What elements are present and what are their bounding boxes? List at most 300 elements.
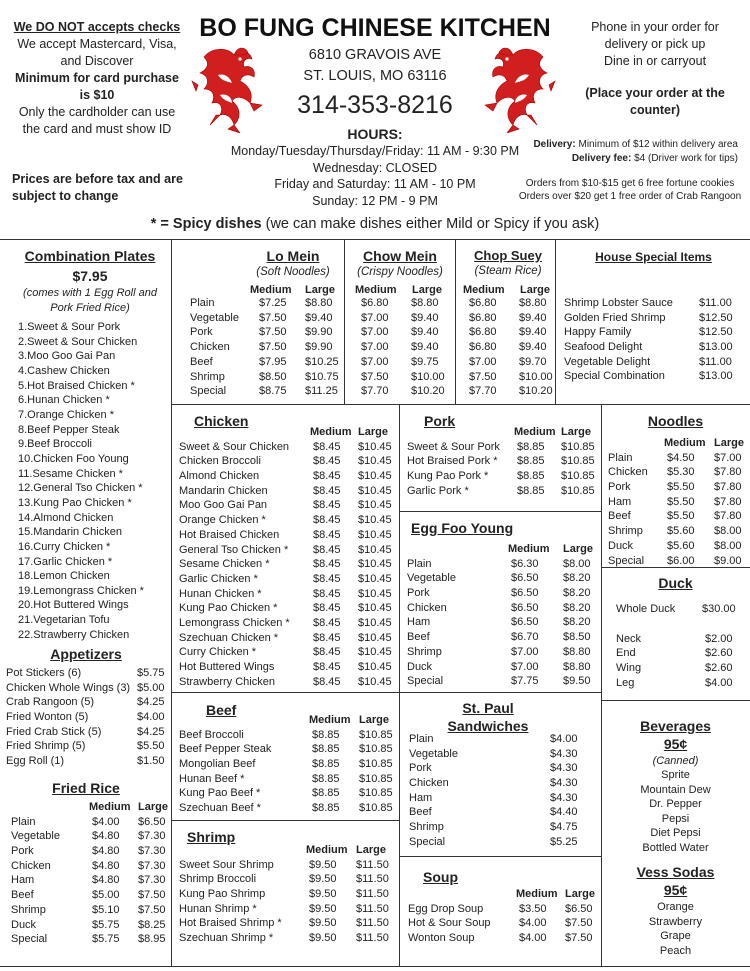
stpaul-row <box>409 792 589 807</box>
pork-large-price: $10.85 <box>561 470 595 483</box>
egg-foo-young-medium-price: $6.30 <box>511 557 539 570</box>
delivery-fee-text: $4 (Driver work for tips) <box>634 153 738 164</box>
combo-price: $7.95 <box>72 268 108 284</box>
fried-rice-name: Pork <box>11 845 34 858</box>
noodles-large-price: $7.80 <box>714 466 742 479</box>
soup-medium-price: $4.00 <box>519 917 547 930</box>
fried-rice-name: Plain <box>11 815 36 828</box>
fried-rice-large-price: $7.30 <box>138 830 166 843</box>
chow-mein-sub: (Crispy Noodles) <box>357 266 443 278</box>
egg-foo-young-large-price: $8.20 <box>563 572 591 585</box>
fried-rice-name: Duck <box>11 918 37 931</box>
noodles-title: Noodles <box>647 413 704 429</box>
chicken-medium-price: $8.45 <box>313 675 341 688</box>
egg-foo-young-large-price: $8.20 <box>563 587 591 600</box>
egg-foo-young-medium-price: $6.50 <box>511 572 539 585</box>
chop-suey-large-price: $10.20 <box>519 385 553 398</box>
fried-rice-row <box>11 845 171 860</box>
combo-item: 11.Sesame Chicken * <box>18 467 123 480</box>
beef-medium-price: $8.85 <box>312 787 340 800</box>
chicken-row <box>179 573 399 588</box>
combo-item: 20.Hot Buttered Wings <box>18 599 129 612</box>
chicken-large-price: $10.45 <box>358 646 392 659</box>
beef-large-price: $10.85 <box>359 772 393 785</box>
pork-name: Sweet & Sour Pork <box>407 440 500 453</box>
combo-item: 17.Garlic Chicken * <box>18 555 113 568</box>
appetizer-price: $4.25 <box>137 725 165 738</box>
chop-suey-large-price: $9.40 <box>519 311 547 324</box>
chicken-medium-price: $8.45 <box>313 499 341 512</box>
lo-mein-large-price: $10.75 <box>305 370 339 383</box>
beef-medium-price: $8.85 <box>312 802 340 815</box>
pork-medium-price: $8.85 <box>517 440 545 453</box>
house-special-row <box>564 312 744 327</box>
chicken-header-row <box>179 426 399 441</box>
beef-large-price: $10.85 <box>359 787 393 800</box>
chicken-large-price: $10.45 <box>358 543 392 556</box>
noodles-name: Chicken <box>608 466 648 479</box>
fried-rice-row <box>11 816 171 831</box>
egg-foo-young-row <box>407 602 602 617</box>
size-label: Large <box>305 284 335 296</box>
house-special-price: $13.00 <box>699 370 733 383</box>
noodles-large-price: $8.00 <box>714 539 742 552</box>
chicken-medium-price: $8.45 <box>313 616 341 629</box>
fried-rice-title: Fried Rice <box>52 780 120 796</box>
beverages-price: 95¢ <box>663 736 688 752</box>
house-special-name: Special Combination <box>564 370 665 383</box>
beef-name: Mongolian Beef <box>179 758 256 771</box>
appetizer-price: $1.50 <box>137 755 165 768</box>
shrimp-name: Szechuan Shrimp * <box>179 932 274 945</box>
hours-title: HOURS: <box>347 126 403 142</box>
chicken-name: Chicken Broccoli <box>179 455 261 468</box>
soup-medium-price: $3.50 <box>519 902 547 915</box>
soup-large-price: $7.50 <box>565 932 593 945</box>
size-label: Medium <box>355 284 397 296</box>
egg-foo-young-large-price: $8.00 <box>563 557 591 570</box>
large-label: Large <box>356 844 386 856</box>
lo-mein-sub: (Soft Noodles) <box>256 266 330 278</box>
egg-foo-young-medium-price: $6.50 <box>511 601 539 614</box>
stpaul-price: $4.30 <box>550 777 578 790</box>
noodles-name: Duck <box>608 539 634 552</box>
egg-foo-young-row <box>407 558 602 573</box>
combo-item: 21.Vegetarian Tofu <box>18 614 110 627</box>
chow-mein-medium-price: $7.00 <box>361 311 389 324</box>
appetizer-name: Fried Wonton (5) <box>6 711 89 724</box>
combo-item: 22.Strawberry Chicken <box>18 628 130 641</box>
pork-medium-price: $8.85 <box>517 455 545 468</box>
egg-foo-young-row <box>407 587 602 602</box>
chicken-medium-price: $8.45 <box>313 558 341 571</box>
chicken-medium-price: $8.45 <box>313 631 341 644</box>
house-special-name: Seafood Delight <box>564 341 643 354</box>
chicken-name: Hunan Chicken * <box>179 587 262 600</box>
appetizer-name: Crab Rangoon (5) <box>6 696 95 709</box>
beef-row <box>179 758 399 773</box>
house-special-name: Shrimp Lobster Sauce <box>564 297 673 309</box>
chicken-medium-price: $8.45 <box>313 587 341 600</box>
address-line-1: 6810 GRAVOIS AVE <box>308 47 442 63</box>
house-special-row <box>564 341 744 356</box>
egg-foo-young-row <box>407 572 602 587</box>
price-note-2: subject to change <box>12 189 119 203</box>
appetizer-name: Fried Shrimp (5) <box>6 740 86 753</box>
chicken-large-price: $10.45 <box>358 631 392 644</box>
house-special-name: Golden Fried Shrimp <box>564 311 666 324</box>
noodles-medium-price: $5.50 <box>667 510 695 523</box>
duck-row <box>616 662 746 677</box>
shrimp-large-price: $11.50 <box>356 932 389 945</box>
pork-name: Garlic Pork * <box>407 484 469 497</box>
size-label: Large <box>520 284 550 296</box>
combo-note-1: (comes with 1 Egg Roll and <box>23 287 157 299</box>
pork-row <box>407 470 602 485</box>
noodles-medium-price: $6.00 <box>667 554 695 567</box>
egg-foo-young-large-price: $8.80 <box>563 645 591 658</box>
shrimp-medium-price: $9.50 <box>309 932 337 945</box>
chicken-name: Lemongrass Chicken * <box>179 616 290 629</box>
stpaul-row <box>409 748 589 763</box>
fried-rice-medium-price: $5.10 <box>92 903 120 916</box>
duck-name: Whole Duck <box>616 603 676 615</box>
chicken-large-price: $10.45 <box>358 455 392 468</box>
beverages-list <box>601 768 750 856</box>
egg-foo-young-medium-price: $6.50 <box>511 616 539 629</box>
combo-item: 4.Cashew Chicken <box>18 364 110 377</box>
combo-item: 18.Lemon Chicken <box>18 570 110 583</box>
lo-mein-medium-price: $7.50 <box>259 311 287 324</box>
medium-label: Medium <box>306 844 348 856</box>
hours-list <box>225 143 525 209</box>
min-card-notice: Minimum for card purchase <box>15 71 179 85</box>
address-line-2: ST. LOUIS, MO 63116 <box>303 68 447 84</box>
chicken-large-price: $10.45 <box>358 675 392 688</box>
chicken-row <box>179 646 399 661</box>
noodle-dish-name: Shrimp <box>190 370 225 383</box>
chicken-large-price: $10.45 <box>358 440 392 453</box>
duck-list <box>616 603 746 691</box>
noodle-dish-name: Beef <box>190 355 213 368</box>
stpaul-row <box>409 836 589 851</box>
duck-price: $4.00 <box>705 676 733 689</box>
chow-mein-large-price: $10.00 <box>411 370 445 383</box>
soup-row <box>408 903 603 918</box>
beverages-title: Beverages <box>640 718 711 734</box>
soup-name: Hot & Sour Soup <box>408 917 491 930</box>
shrimp-name: Hunan Shrimp * <box>179 902 257 915</box>
dragon-left-icon <box>190 45 275 133</box>
fried-rice-medium-price: $5.75 <box>92 918 120 931</box>
phone-number[interactable]: 314-353-8216 <box>297 91 453 119</box>
soup-list <box>408 888 603 947</box>
chicken-row <box>179 588 399 603</box>
appetizer-name: Chicken Whole Wings (3) <box>6 681 131 694</box>
chicken-large-price: $10.45 <box>358 572 392 585</box>
chicken-large-price: $10.45 <box>358 499 392 512</box>
appetizer-row <box>6 755 166 770</box>
shrimp-row <box>179 932 399 947</box>
appetizer-price: $4.25 <box>137 696 165 709</box>
noodles-row <box>608 496 750 511</box>
beef-name: Szechuan Beef * <box>179 802 261 815</box>
appetizer-row <box>6 682 166 697</box>
soup-title: Soup <box>423 869 458 885</box>
spicy-legend <box>0 215 750 234</box>
chow-mein-large-price: $10.20 <box>411 385 445 398</box>
combo-item: 19.Lemongrass Chicken * <box>18 584 144 597</box>
fried-rice-large-price: $7.30 <box>138 874 166 887</box>
chicken-medium-price: $8.45 <box>313 528 341 541</box>
noodles-row <box>608 540 750 555</box>
large-label: Large <box>138 801 168 813</box>
vess-section <box>601 863 750 958</box>
chow-mein-header <box>346 248 454 280</box>
fried-rice-large-price: $7.30 <box>138 859 166 872</box>
chow-mein-medium-price: $7.00 <box>361 355 389 368</box>
soup-header-row <box>408 888 603 903</box>
noodle-dish-name: Pork <box>190 326 213 339</box>
chicken-name: Szechuan Chicken * <box>179 631 279 644</box>
beef-row <box>179 743 399 758</box>
chicken-name: Sweet & Sour Chicken <box>179 440 290 453</box>
egg-foo-young-name: Special <box>407 675 444 688</box>
beef-title: Beef <box>206 702 237 718</box>
shrimp-list <box>179 844 399 947</box>
egg-foo-young-name: Duck <box>407 660 433 673</box>
chow-mein-large-price: $9.40 <box>411 341 439 354</box>
soup-name: Wonton Soup <box>408 932 475 945</box>
noodle-dish-name: Chicken <box>190 341 230 354</box>
stpaul-row <box>409 777 589 792</box>
beef-header-row <box>179 714 399 729</box>
stpaul-price: $4.30 <box>550 791 578 804</box>
fried-rice-medium-price: $5.00 <box>92 889 120 902</box>
stpaul-row <box>409 762 589 777</box>
stpaul-name: Shrimp <box>409 821 444 834</box>
chicken-name: Curry Chicken * <box>179 646 257 659</box>
duck-row <box>616 633 746 648</box>
cards-accepted-2: and Discover <box>60 54 134 68</box>
house-special-row <box>564 356 744 371</box>
beef-medium-price: $8.85 <box>312 772 340 785</box>
fried-rice-medium-price: $4.80 <box>92 859 120 872</box>
order-info-3: Dine in or carryout <box>603 54 707 68</box>
combo-item: 16.Curry Chicken * <box>18 540 111 553</box>
appetizers-title: Appetizers <box>50 646 122 662</box>
divider <box>601 700 750 701</box>
vess-item: Strawberry <box>648 915 703 928</box>
combo-item: 7.Orange Chicken * <box>18 408 114 421</box>
beef-list <box>179 714 399 817</box>
spicy-legend-bold: * = Spicy dishes <box>150 216 262 232</box>
fried-rice-header-row <box>11 801 171 816</box>
address <box>275 45 475 87</box>
beef-medium-price: $8.85 <box>312 758 340 771</box>
divider <box>399 856 601 857</box>
medium-label: Medium <box>310 426 352 438</box>
noodle-dish-name: Special <box>190 385 227 398</box>
chicken-medium-price: $8.45 <box>313 455 341 468</box>
shrimp-medium-price: $9.50 <box>309 888 337 901</box>
appetizer-row <box>6 726 166 741</box>
beef-name: Beef Pepper Steak <box>179 743 272 756</box>
shrimp-medium-price: $9.50 <box>309 858 337 871</box>
stpaul-row <box>409 733 589 748</box>
delivery-label: Delivery: <box>533 139 576 150</box>
beef-large-price: $10.85 <box>359 802 393 815</box>
stpaul-price: $5.25 <box>550 835 578 848</box>
duck-name: Leg <box>616 676 635 689</box>
house-special-price: $13.00 <box>699 341 733 354</box>
chow-mein-title: Chow Mein <box>363 248 437 264</box>
egg-foo-young-name: Chicken <box>407 601 447 614</box>
lo-mein-large-price: $9.90 <box>305 326 333 339</box>
vess-item: Grape <box>660 930 691 943</box>
chicken-medium-price: $8.45 <box>313 543 341 556</box>
chicken-row <box>179 499 399 514</box>
fried-rice-medium-price: $4.80 <box>92 845 120 858</box>
egg-foo-young-medium-price: $7.75 <box>511 675 539 688</box>
medium-label: Medium <box>514 426 556 438</box>
lo-mein-medium-price: $8.75 <box>259 385 287 398</box>
beef-row <box>179 773 399 788</box>
chicken-row <box>179 514 399 529</box>
duck-price: $2.60 <box>705 647 733 660</box>
noodles-name: Pork <box>608 481 631 494</box>
chicken-name: Strawberry Chicken <box>179 675 275 688</box>
egg-foo-young-name: Vegetable <box>407 572 456 585</box>
fried-rice-row <box>11 874 171 889</box>
combo-item: 14.Almond Chicken <box>18 511 114 524</box>
appetizer-price: $5.50 <box>137 740 165 753</box>
stpaul-name: Beef <box>409 806 432 819</box>
shrimp-large-price: $11.50 <box>356 917 389 930</box>
shrimp-name: Kung Pao Shrimp <box>179 888 266 901</box>
noodles-header-row <box>608 437 750 452</box>
cards-accepted: We accept Mastercard, Visa, <box>17 37 177 51</box>
chop-suey-header <box>457 248 559 279</box>
pork-row <box>407 485 602 500</box>
chop-suey-medium-price: $7.50 <box>469 370 497 383</box>
beef-medium-price: $8.85 <box>312 743 340 756</box>
egg-foo-young-row <box>407 631 602 646</box>
fried-rice-large-price: $7.30 <box>138 845 166 858</box>
vess-price: 95¢ <box>663 882 688 898</box>
combo-section <box>0 248 180 316</box>
hours-fri-sat: Friday and Saturday: 11 AM - 10 PM <box>274 177 476 191</box>
dragon-right-icon <box>472 45 557 133</box>
chop-suey-large-price: $8.80 <box>519 297 547 309</box>
egg-foo-young-name: Pork <box>407 587 430 600</box>
egg-foo-young-medium-price: $6.70 <box>511 631 539 644</box>
chicken-large-price: $10.45 <box>358 514 392 527</box>
combo-item: 10.Chicken Foo Young <box>18 452 129 465</box>
vess-item: Orange <box>657 901 694 913</box>
lo-mein-medium-price: $8.50 <box>259 370 287 383</box>
delivery-info <box>533 138 738 166</box>
beverages-section <box>601 717 750 856</box>
promotions <box>510 177 750 203</box>
egg-foo-young-row <box>407 616 602 631</box>
fried-rice-row <box>11 830 171 845</box>
lo-mein-large-price: $10.25 <box>305 355 339 368</box>
stpaul-title-2: Sandwiches <box>447 718 529 734</box>
vess-item: Peach <box>659 944 692 957</box>
chicken-row <box>179 617 399 632</box>
shrimp-name: Sweet Sour Shrimp <box>179 858 274 871</box>
chicken-medium-price: $8.45 <box>313 470 341 483</box>
restaurant-name: BO FUNG CHINESE KITCHEN <box>199 14 551 42</box>
beef-large-price: $10.85 <box>359 743 393 756</box>
lo-mein-large-price: $9.90 <box>305 341 333 354</box>
chicken-title: Chicken <box>194 413 249 429</box>
promo-crab-rangoon: Orders over $20 get 1 free order of Crab Rangoon <box>518 191 742 202</box>
chow-mein-medium-price: $7.00 <box>361 326 389 339</box>
egg-foo-young-medium-price: $6.50 <box>511 587 539 600</box>
noodles-large-price: $7.80 <box>714 481 742 494</box>
chicken-name: Hot Braised Chicken <box>179 528 280 541</box>
chicken-row <box>179 544 399 559</box>
beverages-canned: (Canned) <box>652 755 699 767</box>
fried-rice-large-price: $7.50 <box>138 903 166 916</box>
noodles-large-price: $7.80 <box>714 510 742 523</box>
combo-note-2: Pork Fried Rice) <box>50 302 130 314</box>
fried-rice-name: Beef <box>11 889 34 902</box>
chicken-row <box>179 558 399 573</box>
chicken-large-price: $10.45 <box>358 602 392 615</box>
chicken-row <box>179 529 399 544</box>
combo-item: 6.Hunan Chicken * <box>18 394 110 407</box>
counter-note-1: (Place your order at the <box>585 86 725 100</box>
house-special-name: Vegetable Delight <box>564 355 651 368</box>
chicken-row <box>179 441 399 456</box>
chow-mein-medium-price: $6.80 <box>361 297 389 309</box>
pork-large-price: $10.85 <box>561 484 595 497</box>
house-special-row <box>564 297 744 312</box>
house-special-price: $12.50 <box>699 311 733 324</box>
chop-suey-large-price: $9.40 <box>519 341 547 354</box>
stpaul-list <box>409 733 589 851</box>
large-label: Large <box>563 543 593 555</box>
appetizer-name: Pot Stickers (6) <box>6 667 82 679</box>
soup-large-price: $7.50 <box>565 917 593 930</box>
combo-item: 9.Beef Broccoli <box>18 438 92 451</box>
chow-mein-large-price: $9.40 <box>411 311 439 324</box>
chop-suey-medium-price: $6.80 <box>469 311 497 324</box>
chicken-medium-price: $8.45 <box>313 661 341 673</box>
pork-medium-price: $8.85 <box>517 484 545 497</box>
chicken-name: Almond Chicken <box>179 470 260 483</box>
beverage-item: Sprite <box>661 769 690 781</box>
shrimp-medium-price: $9.50 <box>309 917 337 930</box>
egg-foo-young-title: Egg Foo Young <box>411 520 514 536</box>
combo-item: 8.Beef Pepper Steak <box>18 423 120 436</box>
chicken-name: Garlic Chicken * <box>179 572 258 585</box>
fried-rice-row <box>11 904 171 919</box>
beef-name: Beef Broccoli <box>179 728 244 741</box>
egg-foo-young-name: Plain <box>407 557 432 570</box>
house-special-row <box>564 326 744 341</box>
egg-foo-young-list <box>407 543 602 690</box>
combo-item: 5.Hot Braised Chicken * <box>18 379 135 392</box>
divider <box>399 404 400 966</box>
egg-foo-young-large-price: $8.20 <box>563 601 591 614</box>
hours-wednesday: Wednesday: CLOSED <box>312 160 438 175</box>
size-label: Medium <box>463 284 505 296</box>
large-label: Large <box>561 426 591 438</box>
